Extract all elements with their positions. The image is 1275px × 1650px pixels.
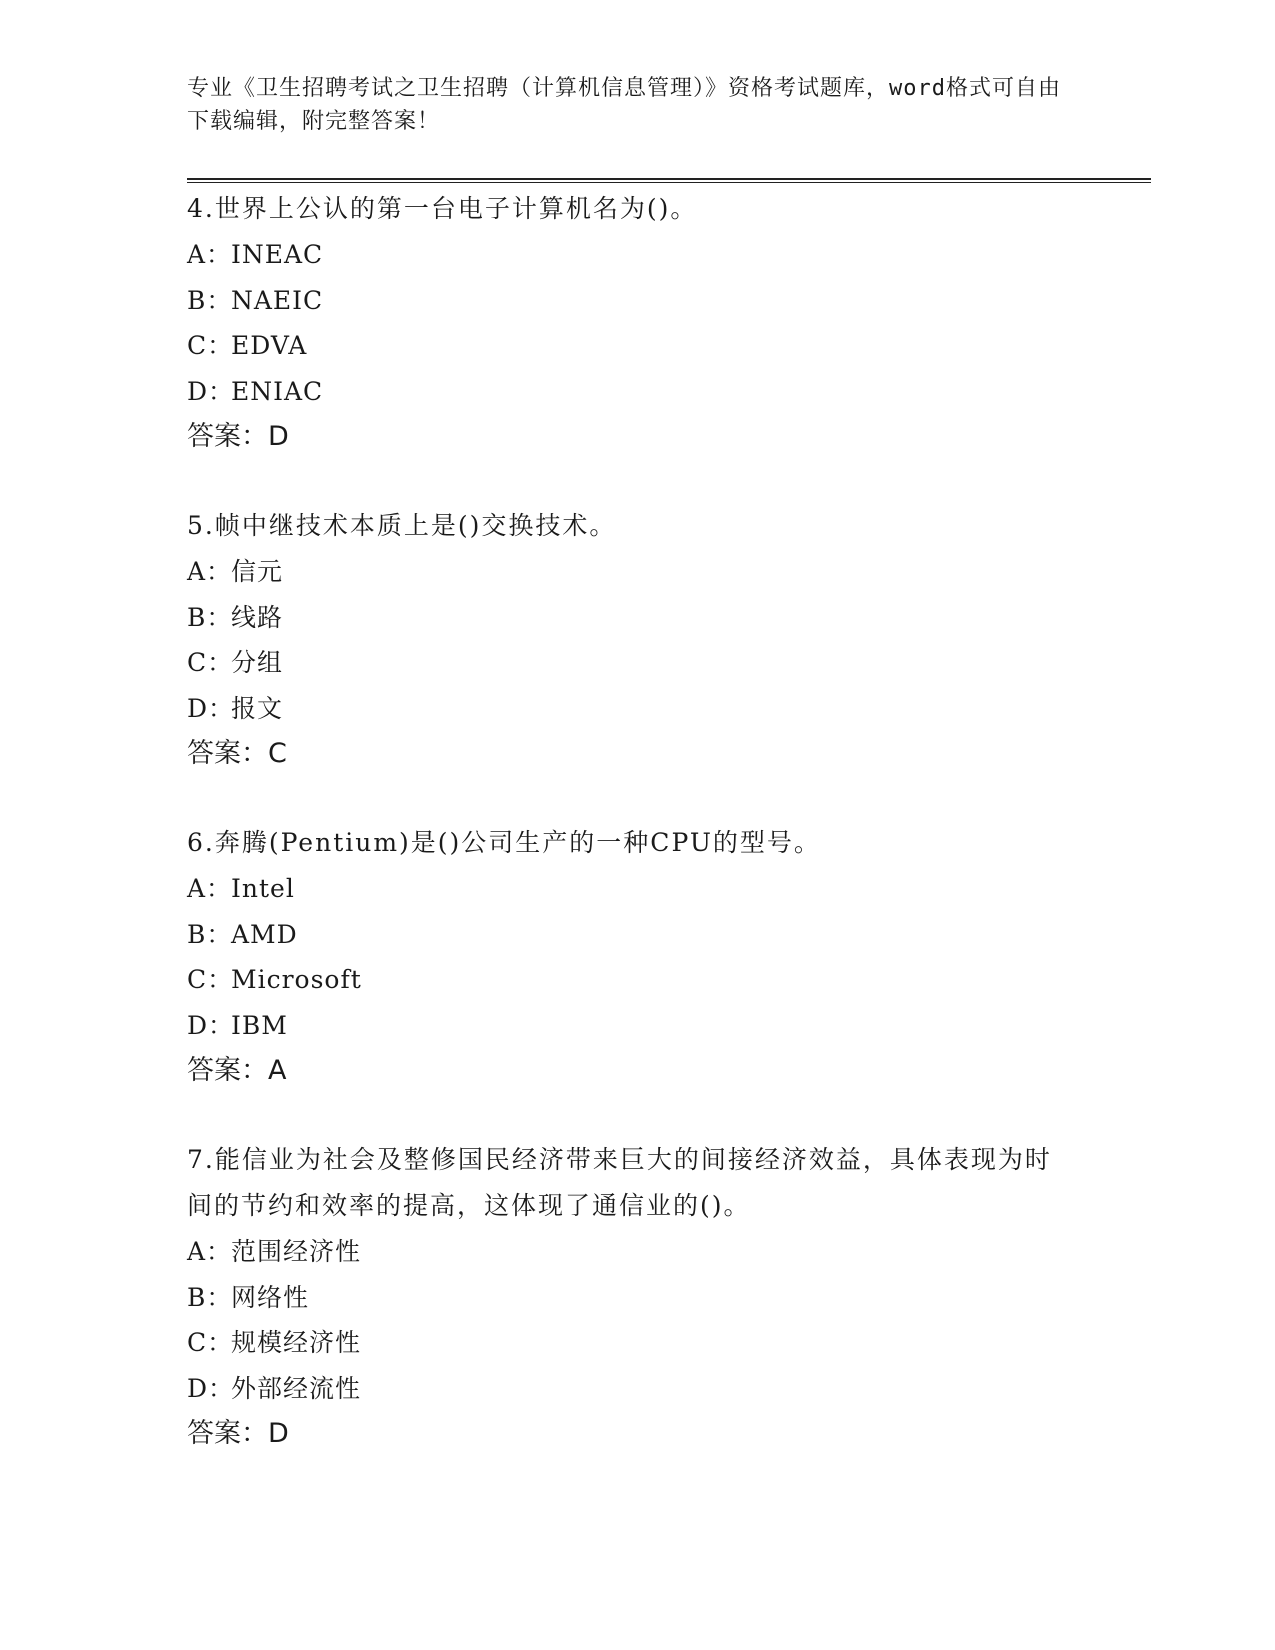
option-label: B： xyxy=(187,919,233,949)
option-d xyxy=(187,1366,1067,1412)
option-d xyxy=(187,686,1067,732)
option-text: 范围经济性 xyxy=(231,1237,362,1266)
answer-line: 答案：D xyxy=(187,421,289,452)
option-d xyxy=(187,369,1067,415)
option-a xyxy=(187,549,1067,595)
option-text: EDVA xyxy=(231,331,308,360)
option-label: C： xyxy=(187,331,234,360)
option-a xyxy=(187,1229,1067,1275)
option-a xyxy=(187,866,1067,912)
option-label: B： xyxy=(187,1282,233,1312)
question-stem: 6.奔腾(Pentium)是()公司生产的一种CPU的型号。 xyxy=(187,828,821,857)
option-label: D： xyxy=(187,1373,235,1403)
question-block xyxy=(187,1137,1067,1457)
option-label: C： xyxy=(187,648,234,677)
option-label: A： xyxy=(187,557,233,586)
option-label: B： xyxy=(187,285,233,315)
option-c xyxy=(187,323,1067,369)
option-text: Intel xyxy=(231,874,295,903)
answer-line: 答案：A xyxy=(187,1055,287,1086)
option-label: D： xyxy=(187,693,235,723)
option-text: 线路 xyxy=(231,602,284,632)
option-text: 分组 xyxy=(231,648,284,677)
option-text: 规模经济性 xyxy=(231,1328,362,1357)
question-stem: 5.帧中继技术本质上是()交换技术。 xyxy=(187,511,617,540)
option-text: INEAC xyxy=(231,240,324,269)
option-b xyxy=(187,1275,1067,1321)
option-c xyxy=(187,957,1067,1003)
answer-line: 答案：D xyxy=(187,1418,289,1449)
header-divider xyxy=(187,178,1151,183)
option-d xyxy=(187,1003,1067,1049)
option-a xyxy=(187,232,1067,278)
option-text: AMD xyxy=(231,919,298,949)
option-text: 网络性 xyxy=(231,1282,310,1312)
option-b xyxy=(187,278,1067,324)
option-b xyxy=(187,595,1067,641)
option-label: D： xyxy=(187,376,235,406)
option-text: 报文 xyxy=(231,693,284,723)
option-label: C： xyxy=(187,1328,234,1357)
question-stem: 7.能信业为社会及整修国民经济带来巨大的间接经济效益，具体表现为时间的节约和效率的提高，这体现了通信业的()。 xyxy=(187,1145,1052,1220)
question-block xyxy=(187,820,1067,1094)
option-text: NAEIC xyxy=(231,285,324,315)
option-b xyxy=(187,912,1067,958)
question-block xyxy=(187,186,1067,460)
question-stem: 4.世界上公认的第一台电子计算机名为()。 xyxy=(187,194,698,223)
option-label: A： xyxy=(187,874,233,903)
option-text: 信元 xyxy=(231,557,284,586)
option-label: C： xyxy=(187,965,234,994)
option-c xyxy=(187,640,1067,686)
document-header: 专业《卫生招聘考试之卫生招聘（计算机信息管理）》资格考试题库，word格式可自由下载编辑，附完整答案！ xyxy=(187,76,1061,134)
option-c xyxy=(187,1320,1067,1366)
option-label: B： xyxy=(187,602,233,632)
option-text: 外部经流性 xyxy=(231,1373,362,1403)
answer-line: 答案：C xyxy=(187,738,287,769)
option-label: D： xyxy=(187,1010,235,1040)
question-block xyxy=(187,503,1067,777)
option-text: IBM xyxy=(231,1010,288,1040)
option-text: ENIAC xyxy=(231,376,324,406)
option-label: A： xyxy=(187,240,233,269)
option-text: Microsoft xyxy=(231,965,362,994)
option-label: A： xyxy=(187,1237,233,1266)
